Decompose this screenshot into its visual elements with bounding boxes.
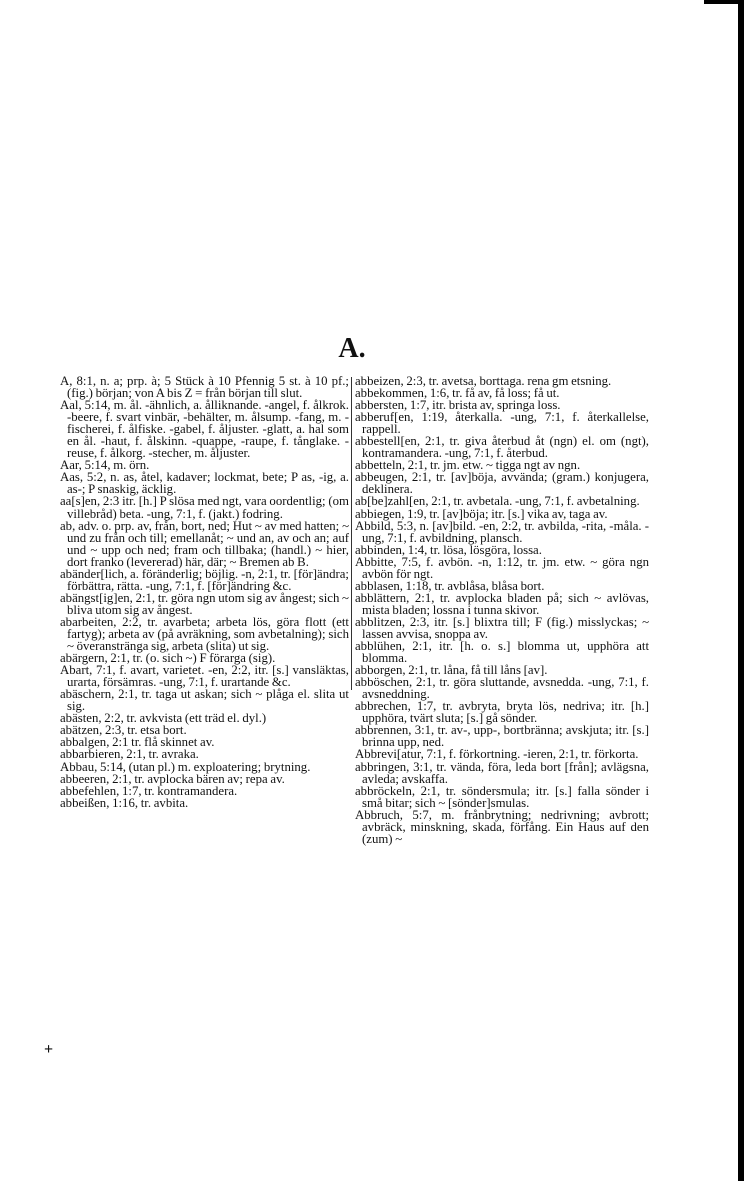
dictionary-entry: abböschen, 2:1, tr. göra sluttande, avsnedda. -ung, 7:1, f. avsneddning. (355, 675, 649, 702)
dictionary-entry: Abbild, 5:3, n. [av]bild. -en, 2:2, tr. avbilda, -rita, -måla. -ung, 7:1, f. avbildning, plansch. (355, 518, 649, 545)
dictionary-entry: abbeugen, 2:1, tr. [av]böja, avvända; (gram.) konjugera, deklinera. (355, 470, 649, 497)
dictionary-entry: abbekommen, 1:6, tr. få av, få loss; få ut. (355, 386, 560, 401)
dictionary-entry: Abart, 7:1, f. avart, varietet. -en, 2:2, itr. [s.] vansläktas, urarta, försämras. -ung, 7:1, f. urartande &c. (60, 663, 349, 690)
dictionary-entry: aa[s]en, 2:3 itr. [h.] P slösa med ngt, vara oordentlig; (om villebråd) beta. -ung, 7:1, f. (jakt.) fodring. (60, 494, 349, 521)
dictionary-entry: ab[be]zahl[en, 2:1, tr. avbetala. -ung, 7:1, f. avbetalning. (355, 494, 640, 509)
dictionary-entry: abbersten, 1:7, itr. brista av, springa loss. (355, 398, 561, 413)
dictionary-entry: abbiegen, 1:9, tr. [av]böja; itr. [s.] vika av, taga av. (355, 506, 608, 521)
dictionary-entry: abärgern, 2:1, tr. (o. sich ~) F förarga (sig). (60, 651, 276, 666)
dictionary-entry: abängst[ig]en, 2:1, tr. göra ngn utom sig av ångest; sich ~ bliva utom sig av ångest. (60, 590, 349, 617)
dictionary-entry: abblitzen, 2:3, itr. [s.] blixtra till; F (fig.) misslyckas; ~ lassen avvisa, snoppa av. (355, 614, 649, 641)
right-column (355, 375, 649, 845)
page-edge-right (738, 0, 744, 1181)
dictionary-entry: abborgen, 2:1, tr. låna, få till låns [av]. (355, 663, 548, 678)
dictionary-entry: abbarbieren, 2:1, tr. avraka. (60, 747, 199, 762)
dictionary-entry: Abbau, 5:14, (utan pl.) m. exploatering; brytning. (60, 759, 311, 774)
dictionary-entry: Aar, 5:14, m. örn. (60, 458, 150, 473)
dictionary-entry: A, 8:1, n. a; prp. à; 5 Stück à 10 Pfennig 5 st. à 10 pf.; (fig.) början; von A bis Z = från början till slut. (60, 374, 349, 401)
section-letter-heading: A. (338, 333, 366, 364)
dictionary-entry: abarbeiten, 2:2, tr. avarbeta; arbeta lös, göra flott (ett fartyg); arbeta av (på avräkning, som avbetalning); sich ~ överanstränga sig, arbeta (slita) ut sig. (60, 614, 349, 654)
dictionary-entry: abbröckeln, 2:1, tr. söndersmula; itr. [s.] falla sönder i små bitar; sich ~ [sönder]smulas. (355, 783, 649, 810)
dictionary-entry: abbinden, 1:4, tr. lösa, lösgöra, lossa. (355, 542, 542, 557)
dictionary-entry: abbeizen, 2:3, tr. avetsa, borttaga. rena gm etsning. (355, 374, 612, 388)
dictionary-entry: Aal, 5:14, m. ål. -ähnlich, a. ålliknande. -angel, f. ålkrok. -beere, f. svart vinbär, -behälter, m. ålsump. -fang, m. -fischerei, f. ålfiske. -gabel, f. åljuster. -glatt, a. hal som en ål. -haut, f. ålskinn. -quappe, -raupe, f. tånglake. -reuse, f. ålkorg. -stecher, m. åljuster. (60, 398, 349, 461)
dictionary-entry: abäschern, 2:1, tr. taga ut askan; sich ~ plåga el. slita ut sig. (60, 687, 349, 714)
dictionary-entry: Abbrevi[atur, 7:1, f. förkortning. -ieren, 2:1, tr. förkorta. (355, 747, 639, 762)
dictionary-entry: abbeeren, 2:1, tr. avplocka bären av; repa av. (60, 771, 285, 786)
dictionary-entry: abänder[lich, a. föränderlig; böjlig. -n, 2:1, tr. [för]ändra; förbättra, rätta. -ung, 7:1, f. [för]ändring &c. (60, 566, 349, 593)
dictionary-entry: abblasen, 1:18, tr. avblåsa, blåsa bort. (355, 578, 545, 593)
dictionary-entry: abästen, 2:2, tr. avkvista (ett träd el. dyl.) (60, 711, 267, 726)
dictionary-entry: abbalgen, 2:1 tr. flå skinnet av. (60, 735, 215, 750)
margin-plus-mark: + (44, 1041, 54, 1058)
dictionary-entry: abbrennen, 3:1, tr. av-, upp-, bortbränna; avskjuta; itr. [s.] brinna upp, ned. (355, 723, 649, 750)
dictionary-entry: Aas, 5:2, n. as, åtel, kadaver; lockmat, bete; P as, -ig, a. as-; P snaskig, äcklig. (60, 470, 349, 497)
dictionary-entry: abbrechen, 1:7, tr. avbryta, bryta lös, nedriva; itr. [h.] upphöra, tvärt sluta; [s.] gå sönder. (355, 699, 649, 726)
dictionary-entry: abbetteln, 2:1, tr. jm. etw. ~ tigga ngt av ngn. (355, 458, 581, 473)
dictionary-entry: Abbitte, 7:5, f. avbön. -n, 1:12, tr. jm. etw. ~ göra ngn avbön för ngt. (355, 554, 649, 581)
left-column (60, 375, 349, 809)
column-divider (351, 377, 352, 690)
dictionary-entry: abblättern, 2:1, tr. avplocka bladen på; sich ~ avlövas, mista bladen; lossna i tunna skivor. (355, 590, 649, 617)
dictionary-entry: abberuf[en, 1:19, återkalla. -ung, 7:1, f. återkallelse, rappell. (355, 410, 649, 437)
dictionary-entry: abbringen, 3:1, tr. vända, föra, leda bort [från]; avlägsna, avleda; avskaffa. (355, 759, 649, 786)
dictionary-entry: abbefehlen, 1:7, tr. kontramandera. (60, 783, 238, 798)
dictionary-entry: ab, adv. o. prp. av, från, bort, ned; Hut ~ av med hatten; ~ und zu från och till; emellanåt; ~ und an, av och an; auf und ~ upp och ned; fram och tillbaka; (handl.) ~ hier, dort franko (levererad) här, där; ~ Bremen ab B. (60, 518, 349, 569)
dictionary-entry: abätzen, 2:3, tr. etsa bort. (60, 723, 187, 738)
dictionary-entry: abblühen, 2:1, itr. [h. o. s.] blomma ut, upphöra att blomma. (355, 639, 649, 666)
dictionary-entry: Abbruch, 5:7, m. frånbrytning; nedrivning; avbrott; avbräck, minskning, skada, förfång. Ein Haus auf den (zum) ~ (355, 807, 649, 846)
dictionary-entry: abbestell[en, 2:1, tr. giva återbud åt (ngn) el. om (ngt), kontramandera. -ung, 7:1, f. återbud. (355, 434, 649, 461)
dictionary-entry: abbeißen, 1:16, tr. avbita. (60, 795, 189, 810)
